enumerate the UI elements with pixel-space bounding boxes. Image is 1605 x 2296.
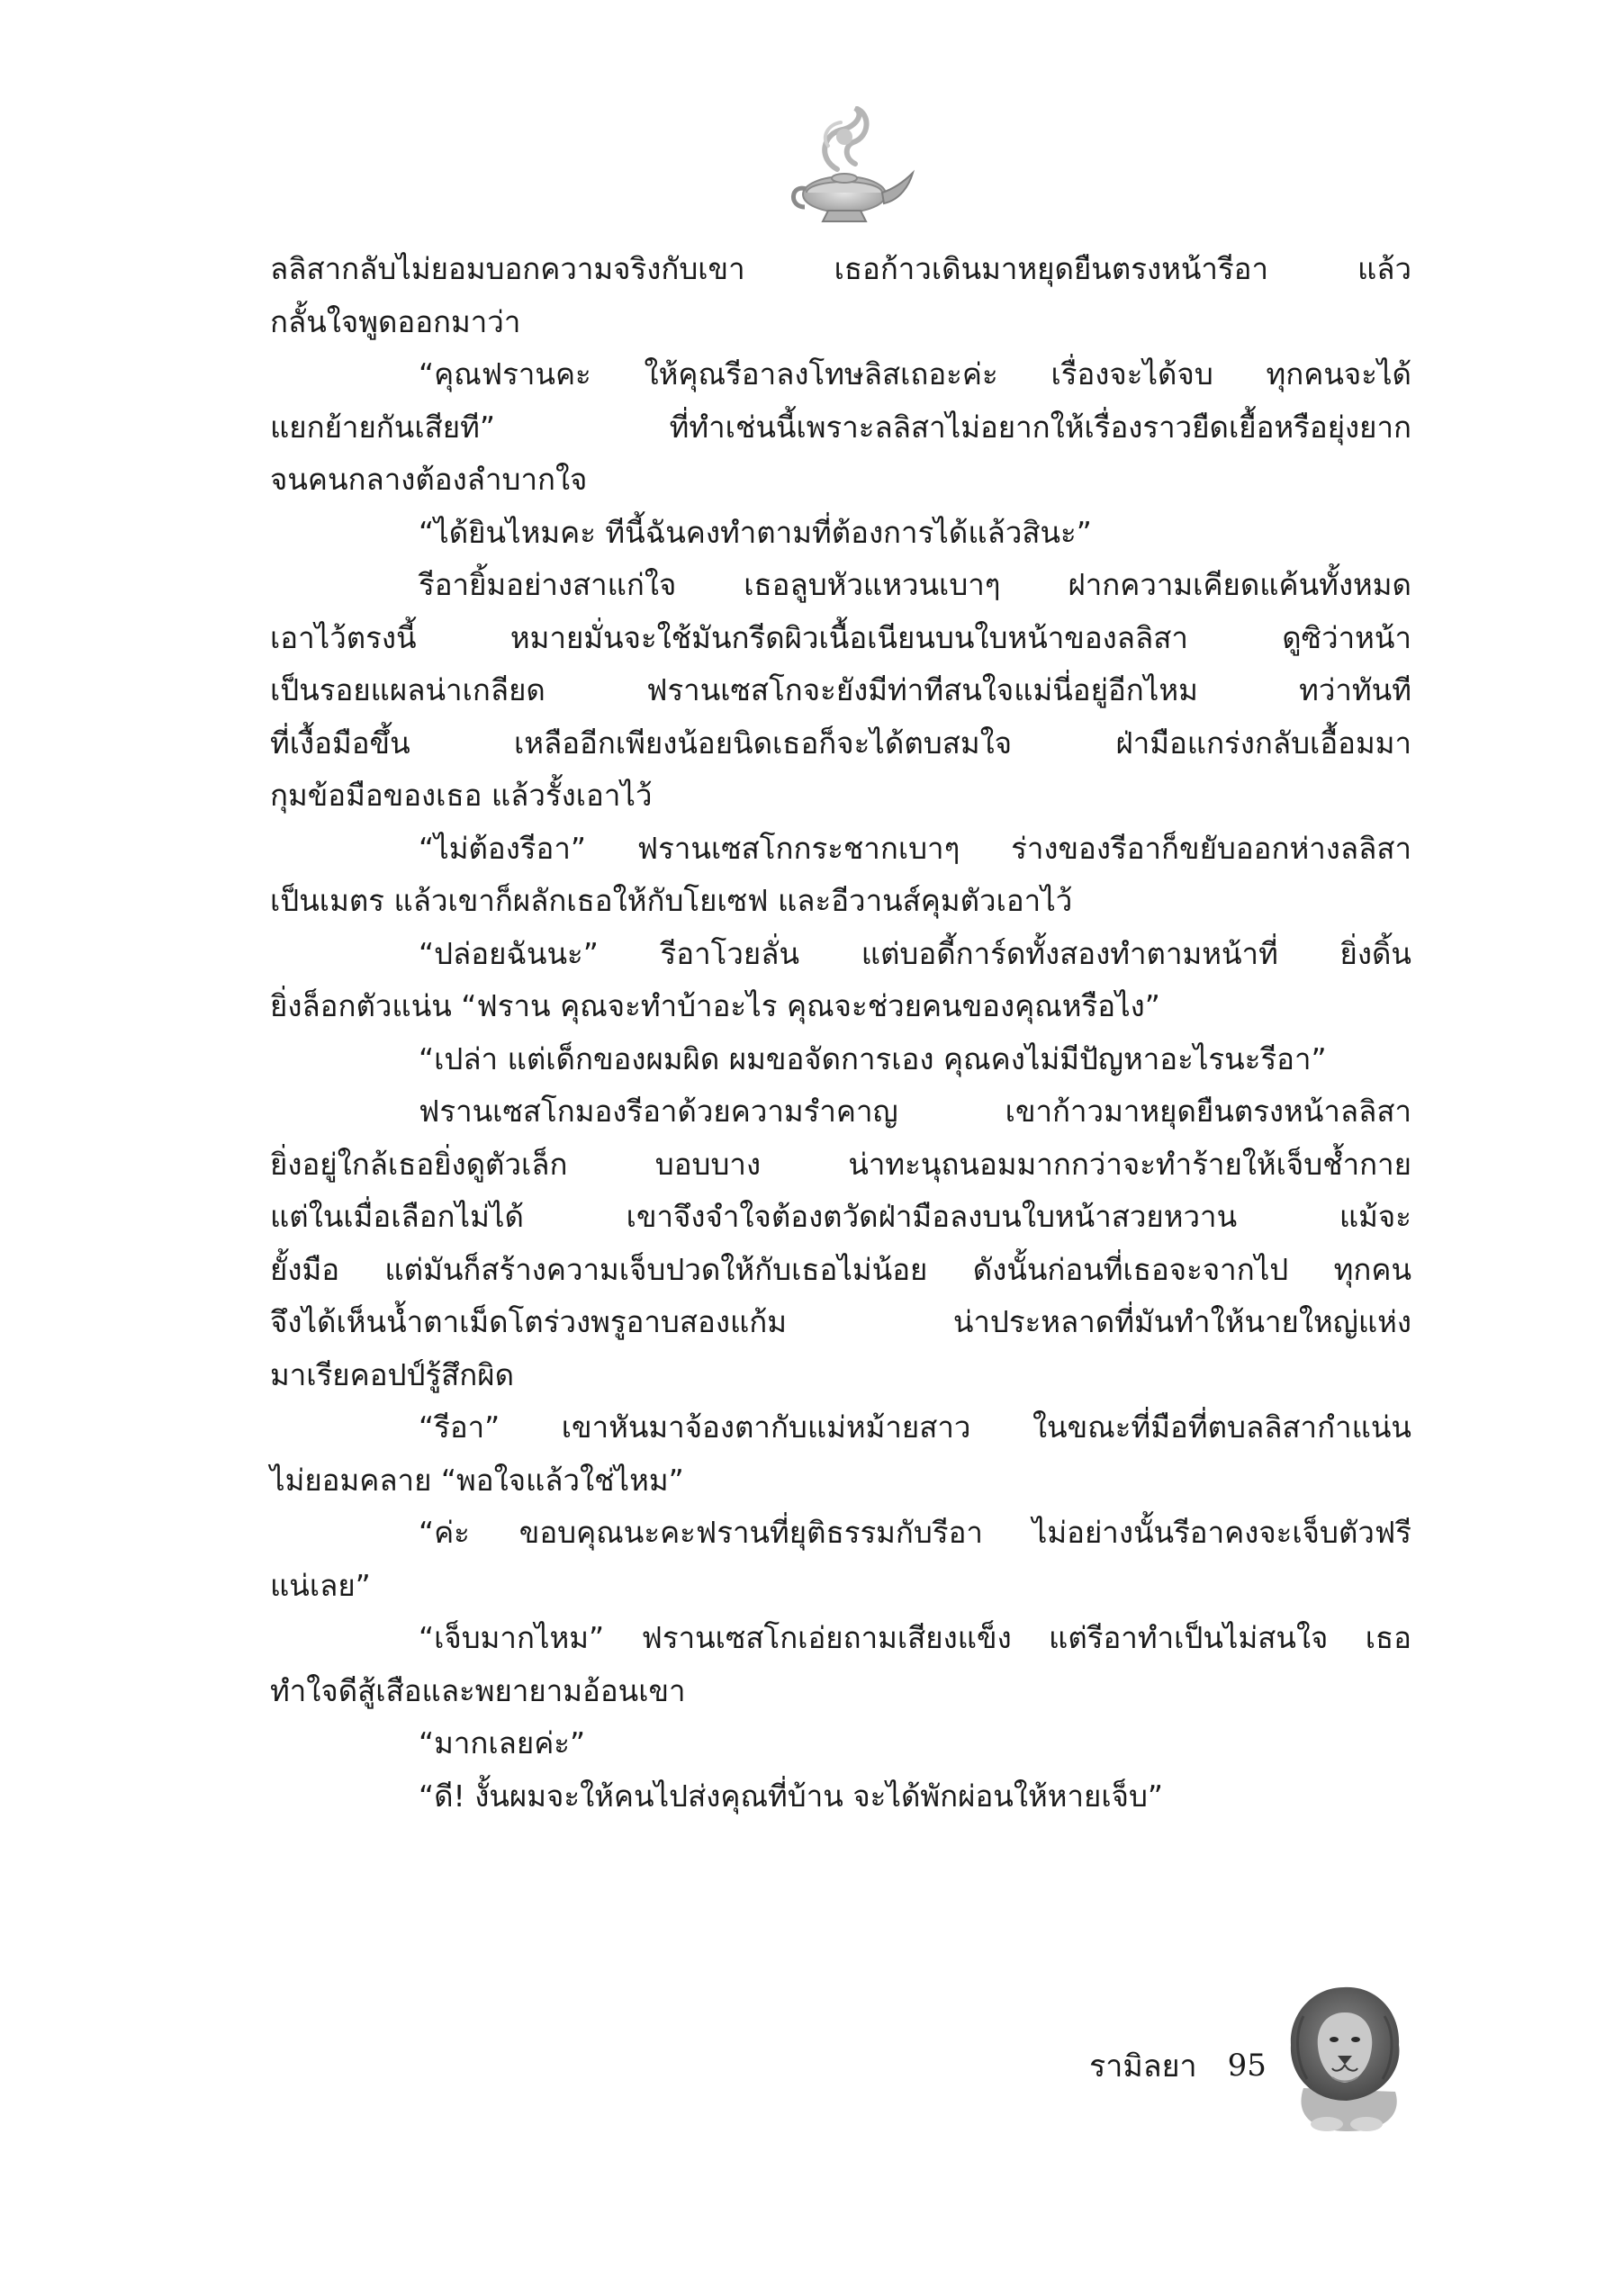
book-title: รามิลยา (1089, 2048, 1197, 2084)
text-line: “เปล่า แต่เด็กของผมผิด ผมขอจัดการเอง คุณคงไม่มีปัญหาอะไรนะรีอา” (419, 1040, 1327, 1076)
text-line: “ได้ยินไหมคะ ทีนี้ฉันคงทำตามที่ต้องการได้แล้วสินะ” (419, 514, 1092, 550)
genie-lamp-icon (781, 106, 916, 232)
page-number: 95 (1227, 2048, 1267, 2084)
text-line: “เจ็บมากไหม” ฟรานเซสโกเอ่ยถามเสียงแข็ง แต่รีอาทำเป็นไม่สนใจ เธอ (419, 1620, 1411, 1655)
text-line: รีอายิ้มอย่างสาแก่ใจ เธอลูบหัวแหวนเบาๆ ฝากความเคียดแค้นทั้งหมด (419, 567, 1411, 602)
text-line: “มากเลยค่ะ” (419, 1725, 586, 1760)
text-line: เอาไว้ตรงนี้ หมายมั่นจะใช้มันกรีดผิวเนื้อเนียนบนใบหน้าของลลิสา ดูซิว่าหน้า (270, 619, 1411, 655)
text-line: มาเรียคอปป์รู้สึกผิด (270, 1356, 515, 1392)
text-line: “ปล่อยฉันนะ” รีอาโวยลั่น แต่บอดี้การ์ดทั้งสองทำตามหน้าที่ ยิ่งดิ้น (419, 935, 1411, 971)
text-line: “ไม่ต้องรีอา” ฟรานเซสโกกระชากเบาๆ ร่างของรีอาก็ขยับออกห่างลลิสา (419, 830, 1411, 866)
text-line: กลั้นใจพูดออกมาว่า (270, 303, 521, 339)
lion-icon (1276, 1980, 1411, 2133)
text-line: จึงได้เห็นน้ำตาเม็ดโตร่วงพรูอาบสองแก้ม น่าประหลาดที่มันทำให้นายใหญ่แห่ง (270, 1304, 1411, 1339)
text-line: จนคนกลางต้องลำบากใจ (270, 462, 588, 497)
text-line: ฟรานเซสโกมองรีอาด้วยความรำคาญ เขาก้าวมาหยุดยืนตรงหน้าลลิสา (419, 1094, 1411, 1129)
text-line: เป็นเมตร แล้วเขาก็ผลักเธอให้กับโยเซฟ และอีวานส์คุมตัวเอาไว้ (270, 883, 1073, 918)
text-line: กุมข้อมือของเธอ แล้วรั้งเอาไว้ (270, 778, 653, 813)
main-text (270, 243, 1411, 1823)
text-line: แน่เลย” (270, 1567, 371, 1603)
text-line: “ดี! งั้นผมจะให้คนไปส่งคุณที่บ้าน จะได้พักผ่อนให้หายเจ็บ” (419, 1778, 1164, 1814)
text-line: ไม่ยอมคลาย “พอใจแล้วใช่ไหม” (270, 1462, 684, 1498)
text-line: “รีอา” เขาหันมาจ้องตากับแม่หม้ายสาว ในขณะที่มือที่ตบลลิสากำแน่น (419, 1409, 1411, 1445)
text-line: “คุณฟรานคะ ให้คุณรีอาลงโทษลิสเถอะค่ะ เรื่องจะได้จบ ทุกคนจะได้ (419, 356, 1411, 392)
text-line: เป็นรอยแผลน่าเกลียด ฟรานเซสโกจะยังมีท่าทีสนใจแม่นี่อยู่อีกไหม ทว่าทันที (270, 672, 1411, 707)
text-line: “ค่ะ ขอบคุณนะคะฟรานที่ยุติธรรมกับรีอา ไม่อย่างนั้นรีอาคงจะเจ็บตัวฟรี (419, 1515, 1411, 1550)
text-line: ที่เงื้อมือขึ้น เหลืออีกเพียงน้อยนิดเธอก็จะได้ตบสมใจ ฝ่ามือแกร่งกลับเอื้อมมา (270, 725, 1411, 761)
text-line: แยกย้ายกันเสียที” ที่ทำเช่นนี้เพราะลลิสาไม่อยากให้เรื่องราวยืดเยื้อหรือยุ่งยาก (270, 409, 1411, 445)
text-line: ยิ่งอยู่ใกล้เธอยิ่งดูตัวเล็ก บอบบาง น่าทะนุถนอมมากกว่าจะทำร้ายให้เจ็บช้ำกาย (270, 1146, 1411, 1182)
text-line: ทำใจดีสู้เสือและพยายามอ้อนเขา (270, 1672, 686, 1708)
page-footer (1089, 2039, 1267, 2093)
text-line: ลลิสากลับไม่ยอมบอกความจริงกับเขา เธอก้าวเดินมาหยุดยืนตรงหน้ารีอา แล้ว (270, 251, 1411, 286)
text-line: ยิ่งล็อกตัวแน่น “ฟราน คุณจะทำบ้าอะไร คุณจะช่วยคนของคุณหรือไง” (270, 988, 1160, 1023)
text-line: ยั้งมือ แต่มันก็สร้างความเจ็บปวดให้กับเธอไม่น้อย ดังนั้นก่อนที่เธอจะจากไป ทุกคน (270, 1251, 1411, 1287)
text-line: แต่ในเมื่อเลือกไม่ได้ เขาจึงจำใจต้องตวัดฝ่ามือลงบนใบหน้าสวยหวาน แม้จะ (270, 1199, 1411, 1234)
